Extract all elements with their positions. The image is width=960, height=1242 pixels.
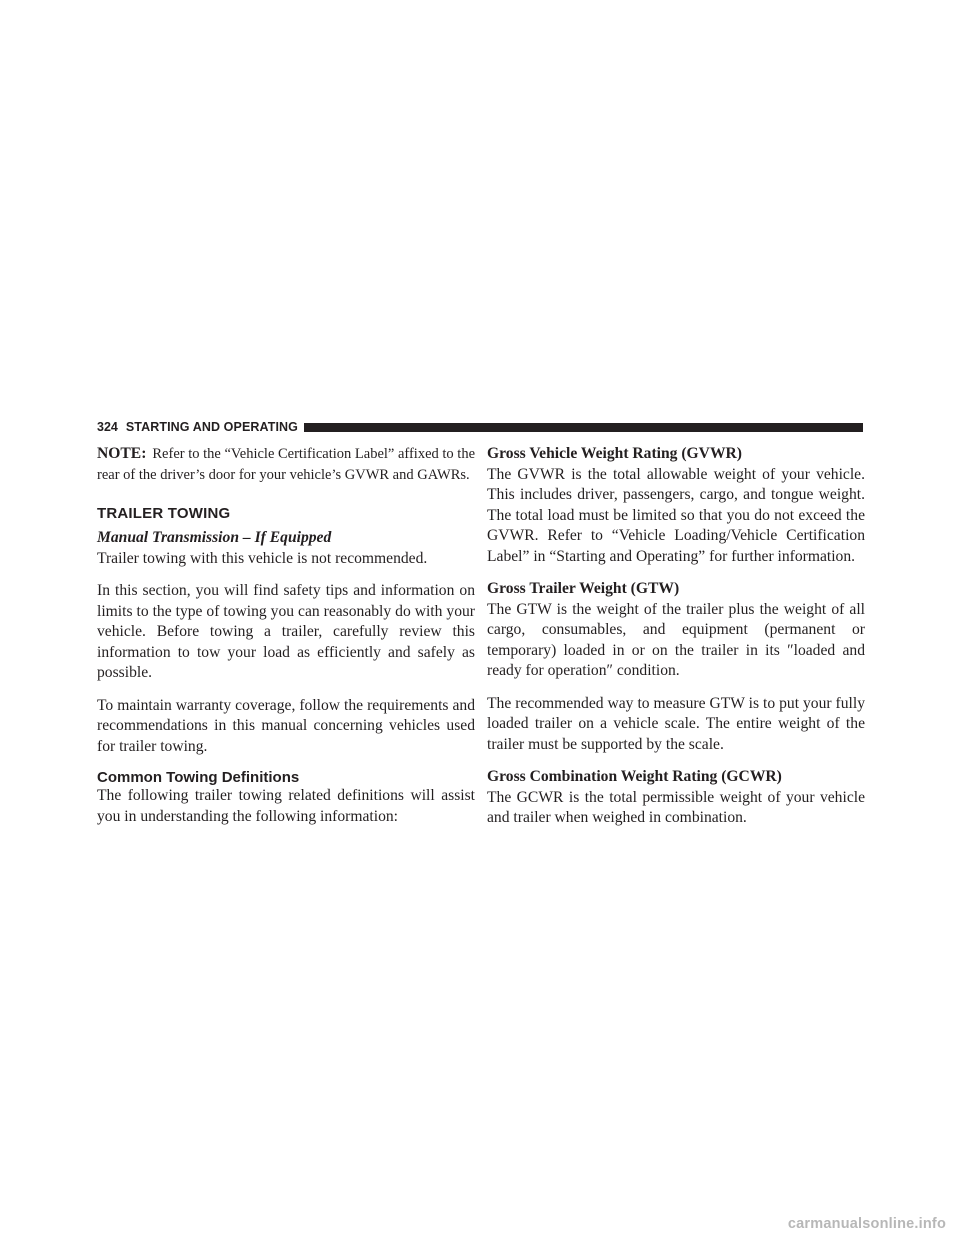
common-towing-definitions-heading: Common Towing Definitions <box>97 769 300 786</box>
header-rule <box>304 423 863 432</box>
note-paragraph <box>97 444 475 485</box>
left-column <box>97 444 475 827</box>
definitions-intro-paragraph: The following trailer towing related definitions will assist you in understanding the following information: <box>97 787 475 825</box>
gtw-measure-text: The recommended way to measure GTW is to put your fully loaded trailer on a vehicle scale. The entire weight of the trailer must be supported by the scale. <box>487 694 865 753</box>
gtw-title: Gross Trailer Weight (GTW) <box>487 580 680 597</box>
page-number: 324 <box>97 420 118 434</box>
page-header <box>97 419 863 435</box>
gtw-text: The GTW is the weight of the trailer plus the weight of all cargo, consumables, and equipment (permanent or temporary) loaded in or on the trailer in its ″loaded and ready for operation″ condition. <box>487 600 865 679</box>
gvwr-text: The GVWR is the total allowable weight of your vehicle. This includes driver, passengers, cargo, and tongue weight. The total load must be limited so that you do not exceed the GVWR. Refer to “Vehicle Loading/Vehicle Certification Label” in “Starting and Operating” for further information. <box>487 465 865 565</box>
safety-tips-paragraph: In this section, you will find safety tips and information on limits to the type of towing you can reasonably do with your vehicle. Before towing a trailer, carefully review this information to tow your load as efficiently and safely as possible. <box>97 582 475 681</box>
watermark: carmanualsonline.info <box>787 1216 946 1232</box>
manual-transmission-heading: Manual Transmission – If Equipped <box>97 529 332 546</box>
note-label: NOTE: <box>97 445 147 462</box>
warranty-paragraph: To maintain warranty coverage, follow the requirements and recommendations in this manual concerning vehicles used for trailer towing. <box>97 696 475 755</box>
gcwr-title: Gross Combination Weight Rating (GCWR) <box>487 768 782 785</box>
manual-transmission-text: Trailer towing with this vehicle is not recommended. <box>97 549 428 567</box>
gvwr-title: Gross Vehicle Weight Rating (GVWR) <box>487 445 742 462</box>
right-column <box>487 444 865 829</box>
trailer-towing-heading: TRAILER TOWING <box>97 505 231 522</box>
note-text: Refer to the “Vehicle Certification Label” affixed to the rear of the driver’s door for your vehicle’s GVWR and GAWRs. <box>97 446 476 483</box>
gcwr-text: The GCWR is the total permissible weight of your vehicle and trailer when weighed in combination. <box>487 788 865 826</box>
section-title: STARTING AND OPERATING <box>125 420 298 434</box>
